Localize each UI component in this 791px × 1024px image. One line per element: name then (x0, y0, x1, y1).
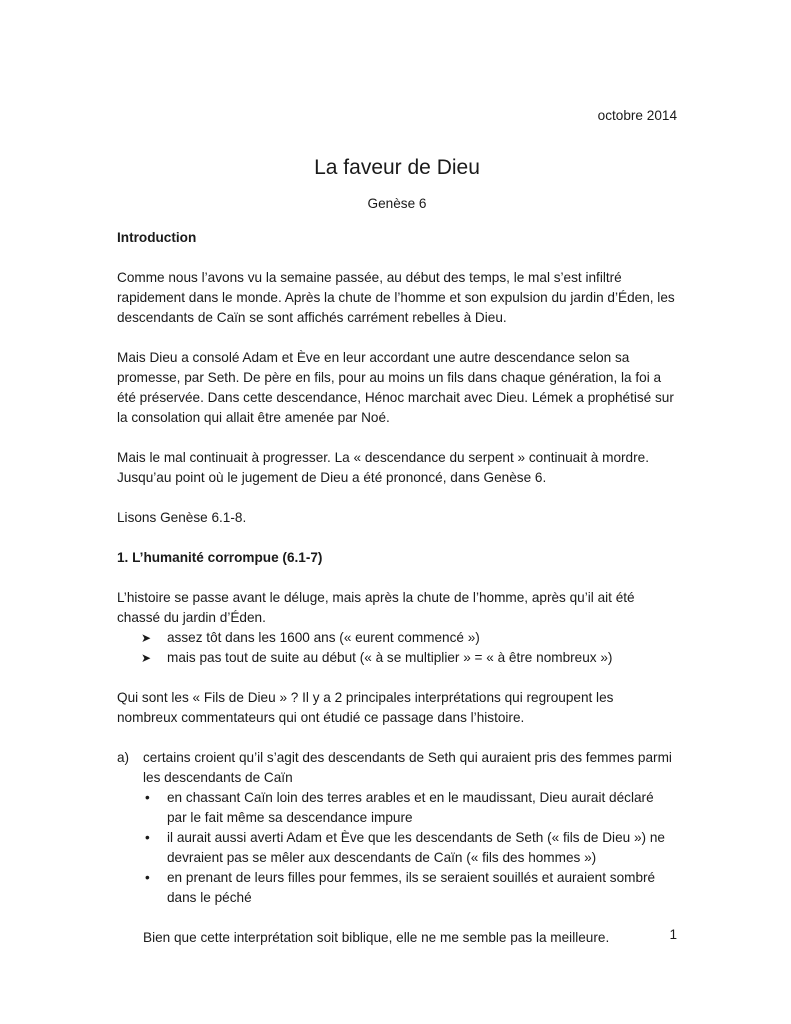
intro-paragraph-2: Mais Dieu a consolé Adam et Ève en leur accordant une autre descendance selon sa promesse, par Seth. De père en fils, pour au moins un fils dans chaque génération, la foi a été préservée. Dans cette descendance, Hénoc marchait avec Dieu. Lémek a prophétisé sur la consolation qui allait être amenée par Noé. (117, 350, 674, 425)
arrow-list (117, 628, 677, 668)
intro-paragraph-3: Mais le mal continuait à progresser. La « descendance du serpent » continuait à mordre. Jusqu’au point où le jugement de Dieu a été prononcé, dans Genèse 6. (117, 450, 649, 485)
intro-heading: Introduction (117, 230, 197, 245)
arrow-item-text: assez tôt dans les 1600 ans (« eurent commencé ») (167, 630, 480, 645)
disc-bullet-icon: • (145, 830, 150, 845)
page-content (117, 106, 677, 948)
list-item (117, 788, 677, 828)
arrow-bullet-icon: ➤ (141, 631, 152, 645)
interpretation-a (117, 748, 677, 788)
document-date: octobre 2014 (597, 108, 677, 123)
list-item (117, 868, 677, 908)
section-1-paragraph: L’histoire se passe avant le déluge, mais après la chute de l’homme, après qu’il ait été chassé du jardin d’Éden. (117, 590, 635, 625)
bullet-item-text: il aurait aussi averti Adam et Ève que les descendants de Seth (« fils de Dieu ») ne devraient pas se mêler aux descendants de Caïn (« fils des hommes ») (167, 830, 665, 865)
list-item (117, 828, 677, 868)
bullet-item-text: en chassant Caïn loin des terres arables et en le maudissant, Dieu aurait déclaré par le fait même sa descendance impure (167, 790, 654, 825)
disc-bullet-icon: • (145, 870, 150, 885)
interpretation-a-text: certains croient qu’il s’agit des descendants de Seth qui auraient pris des femmes parmi les descendants de Caïn (143, 750, 672, 785)
bullet-item-text: en prenant de leurs filles pour femmes, ils se seraient souillés et auraient sombré dans le péché (167, 870, 656, 905)
closing-sentence: Bien que cette interprétation soit biblique, elle ne me semble pas la meilleure. (143, 930, 610, 945)
section-1-heading: 1. L’humanité corrompue (6.1-7) (117, 550, 323, 565)
disc-bullet-icon: • (145, 790, 150, 805)
list-item (117, 648, 677, 668)
arrow-item-text: mais pas tout de suite au début (« à se multiplier » = « à être nombreux ») (167, 650, 613, 665)
section-1-question: Qui sont les « Fils de Dieu » ? Il y a 2 principales interprétations qui regroupent les nombreux commentateurs qui ont étudié ce passage dans l’histoire. (117, 690, 614, 725)
intro-paragraph-4: Lisons Genèse 6.1-8. (117, 510, 247, 525)
bullet-list (117, 788, 677, 908)
arrow-bullet-icon: ➤ (141, 651, 152, 665)
document-title: La faveur de Dieu (314, 156, 480, 179)
document-subtitle: Genèse 6 (367, 196, 427, 211)
intro-paragraph-1: Comme nous l’avons vu la semaine passée, au début des temps, le mal s’est infiltré rapidement dans le monde. Après la chute de l’homme et son expulsion du jardin d’Éden, les descendants de Caïn se sont affichés carrément rebelles à Dieu. (117, 270, 675, 325)
list-item (117, 628, 677, 648)
page-number: 1 (669, 927, 677, 942)
interpretation-a-label: a) (117, 750, 130, 765)
